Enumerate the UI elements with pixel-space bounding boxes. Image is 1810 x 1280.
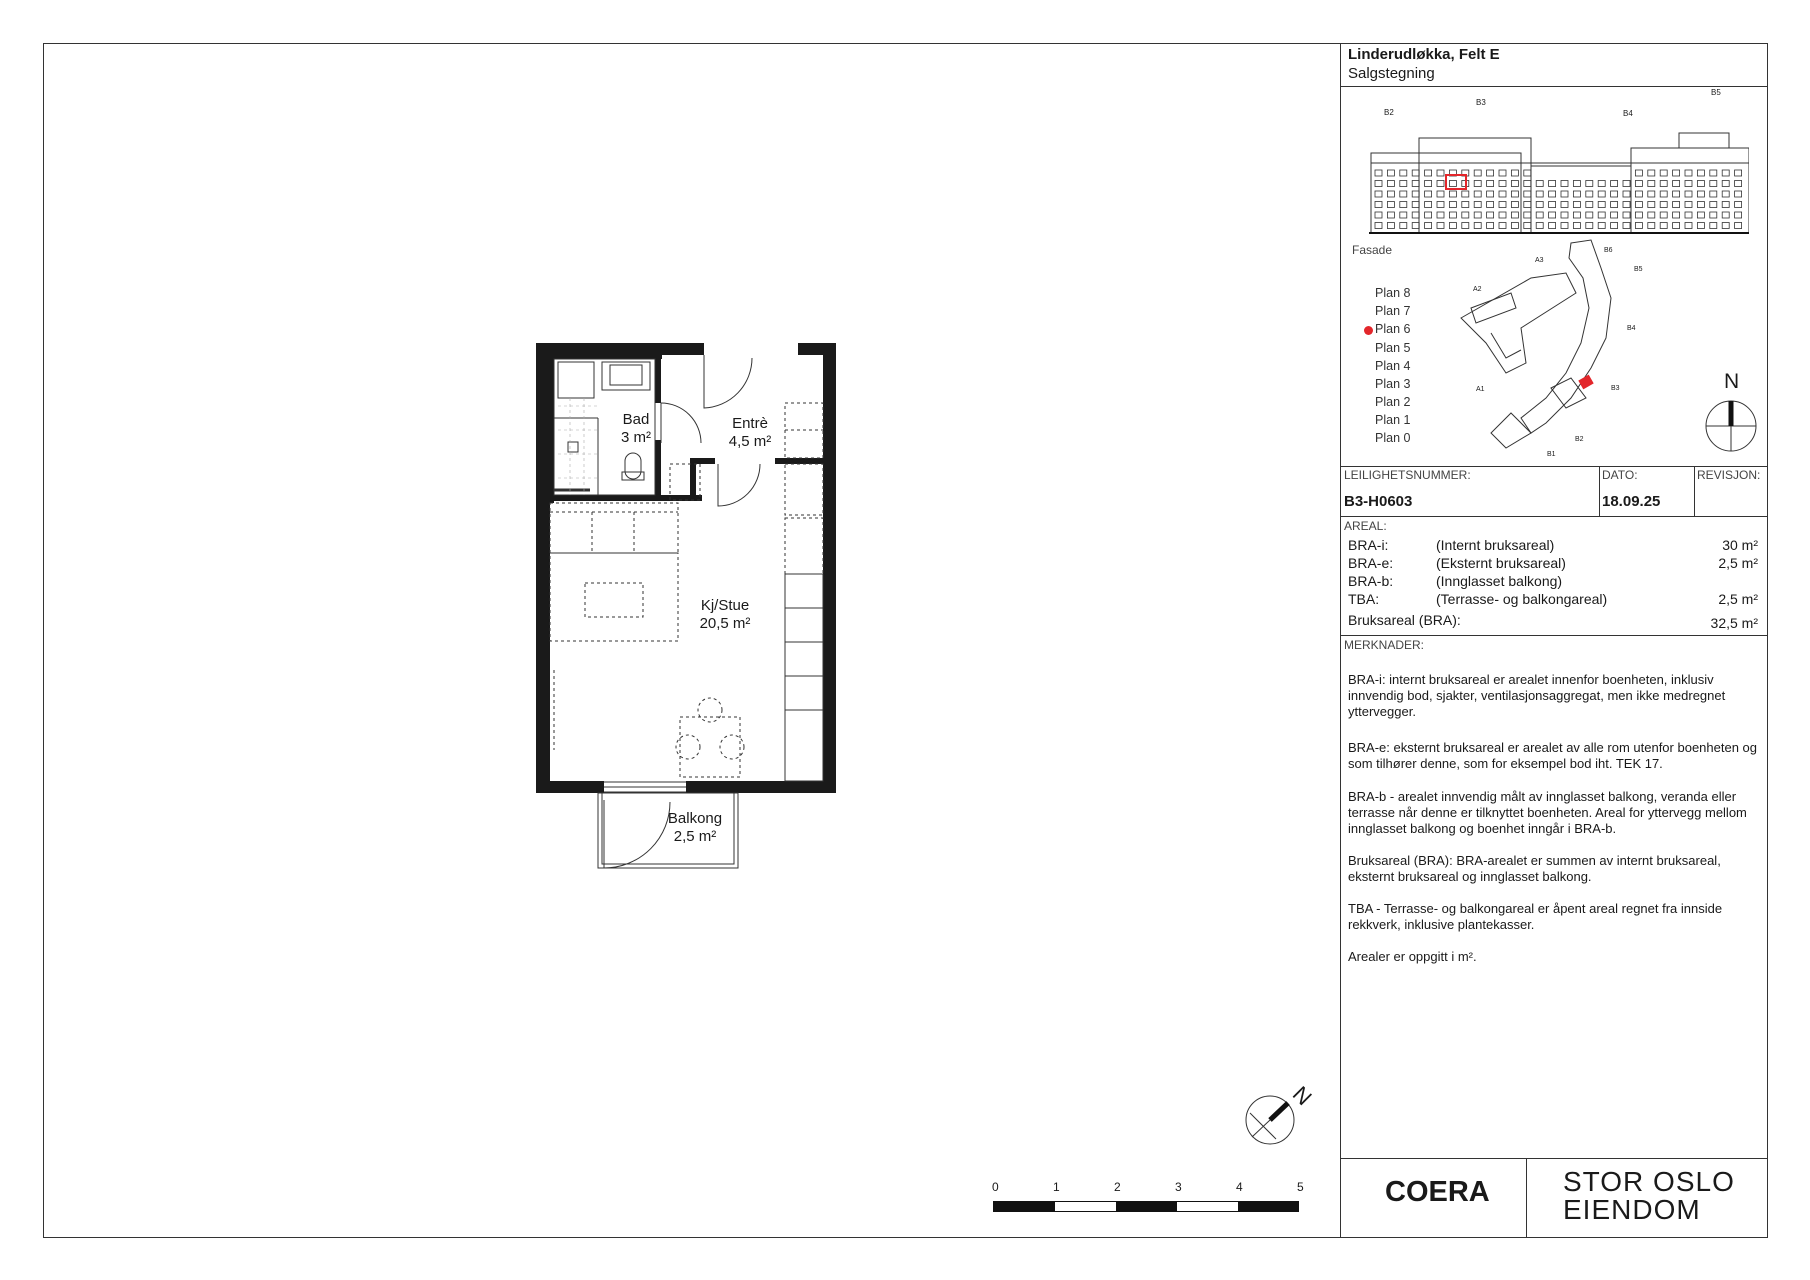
area-row-tba [1348,591,1758,609]
facade-window [1685,202,1692,208]
facade-window [1536,212,1543,218]
facade-tag-b2: B2 [1384,108,1394,117]
facade-window [1735,212,1742,218]
scale-tick-3: 3 [1175,1180,1182,1194]
facade-window [1697,202,1704,208]
facade-window [1425,223,1432,229]
facade-window [1735,170,1742,176]
facade-window [1573,223,1580,229]
facade-window [1437,202,1444,208]
facade-window [1524,170,1531,176]
area-row-total [1348,612,1758,630]
area-key: BRA-b: [1348,573,1394,589]
site-tag-b6: B6 [1604,247,1613,254]
facade-window [1660,202,1667,208]
facade-window [1586,202,1593,208]
facade-window [1685,170,1692,176]
facade-window [1499,212,1506,218]
facade-window [1673,212,1680,218]
area-row-bra-i [1348,537,1758,555]
facade-window [1474,191,1481,197]
facade-window [1387,170,1394,176]
facade-window [1635,212,1642,218]
facade-window [1487,202,1494,208]
facade-window [1722,223,1729,229]
facade-window [1511,170,1518,176]
facade-window [1462,212,1469,218]
facade-window [1710,181,1717,187]
facade-window [1598,223,1605,229]
area-row-bra-b [1348,573,1758,591]
facade-window [1623,212,1630,218]
facade-window [1462,202,1469,208]
site-tag-a2: A2 [1473,286,1482,293]
facade-window [1710,223,1717,229]
facade-window [1611,181,1618,187]
facade-window [1524,223,1531,229]
floor-item-plan-6-label: Plan 6 [1375,322,1411,336]
facade-window [1697,212,1704,218]
room-entre-label [710,415,790,451]
facade-window [1561,191,1568,197]
facade-window [1499,181,1506,187]
site-north-arrow-icon [1703,398,1759,454]
facade-window [1573,202,1580,208]
site-tag-b4: B4 [1627,325,1636,332]
facade-window [1425,212,1432,218]
facade-window [1549,191,1556,197]
facade-window [1573,181,1580,187]
facade-window [1623,191,1630,197]
facade-window [1623,223,1630,229]
facade-window [1611,202,1618,208]
facade-window [1487,170,1494,176]
floor-item-plan-4[interactable]: Plan 4 [1375,359,1411,373]
facade-window [1685,191,1692,197]
facade-window [1549,212,1556,218]
facade-window [1648,191,1655,197]
facade-window [1673,223,1680,229]
facade-window [1425,170,1432,176]
facade-window [1499,191,1506,197]
facade-window [1511,223,1518,229]
area-key: BRA-e: [1348,555,1394,571]
selected-floor-dot-icon [1364,326,1373,335]
site-tag-b1: B1 [1547,451,1556,458]
facade-window [1722,202,1729,208]
notes-header: MERKNADER: [1344,638,1425,652]
facade-window [1586,181,1593,187]
note-bra-total: Bruksareal (BRA): BRA-arealet er summen av internt bruksareal, eksternt bruksareal og innglasset balkong. [1348,853,1721,884]
facade-window [1449,202,1456,208]
facade-window [1722,191,1729,197]
facade-window [1499,202,1506,208]
floor-item-plan-5[interactable]: Plan 5 [1375,341,1411,355]
facade-window [1400,212,1407,218]
drawing-subtitle: Salgstegning [1348,65,1435,82]
facade-window [1573,191,1580,197]
facade-window [1735,191,1742,197]
facade-window [1710,170,1717,176]
floor-list [1341,286,1501,446]
wall-east [823,343,836,793]
facade-window [1697,191,1704,197]
area-desc: (Terrasse- og balkongareal) [1436,591,1608,607]
facade-window [1511,202,1518,208]
facade-window [1635,202,1642,208]
facade-window [1387,181,1394,187]
facade-window [1623,202,1630,208]
facade-window [1735,223,1742,229]
facade-window [1660,212,1667,218]
facade-window [1412,202,1419,208]
facade-window [1685,223,1692,229]
room-bad-label [606,411,666,447]
coera-logo: COERA [1385,1176,1490,1208]
facade-window [1412,170,1419,176]
scale-tick-5: 5 [1297,1180,1304,1194]
facade-window [1735,181,1742,187]
facade-window [1635,223,1642,229]
floor-item-plan-6-selected[interactable] [1375,322,1410,336]
facade-window [1437,212,1444,218]
facade-window [1511,191,1518,197]
facade-window [1635,170,1642,176]
facade-window [1375,170,1382,176]
facade-window [1400,223,1407,229]
facade-window [1524,212,1531,218]
site-tag-a1: A1 [1476,386,1485,393]
area-desc: (Innglasset balkong) [1436,573,1563,589]
facade-window [1412,223,1419,229]
site-tag-a3: A3 [1535,257,1544,264]
note-units: Arealer er oppgitt i m². [1348,949,1477,964]
facade-window [1536,181,1543,187]
logo-line-2: EIENDOM [1563,1194,1701,1225]
facade-window [1710,212,1717,218]
facade-window [1685,181,1692,187]
site-north-label: N [1724,370,1740,393]
facade-drawing [1369,88,1749,238]
room-balkong-label [650,810,740,846]
facade-window [1735,202,1742,208]
note-bra-b: BRA-b - arealet innvendig målt av innglasset balkong, veranda eller terrasse når denne er tilknyttet boenheten. Areal for yttervegg mellom innglasset balkong og boenhet inngår i BRA-b. [1348,789,1747,836]
room-bad-area: 3 m² [621,429,651,446]
facade-window [1437,191,1444,197]
facade-window [1561,202,1568,208]
facade-window [1673,202,1680,208]
facade-window [1474,181,1481,187]
site-tag-b5: B5 [1634,266,1643,273]
floor-item-plan-8[interactable]: Plan 8 [1375,286,1411,300]
facade-window [1462,223,1469,229]
facade-window [1598,191,1605,197]
facade-window [1561,223,1568,229]
scale-tick-0: 0 [992,1180,999,1194]
facade-window [1573,212,1580,218]
facade-window [1400,170,1407,176]
room-bad-name: Bad [622,411,650,428]
apartment-number-value: B3-H0603 [1344,493,1413,510]
date-label: DATO: [1602,468,1638,482]
facade-window [1524,191,1531,197]
facade-window [1635,191,1642,197]
facade-window [1722,170,1729,176]
facade-window [1487,223,1494,229]
facade-window [1598,212,1605,218]
facade-window [1425,202,1432,208]
facade-window [1487,191,1494,197]
facade-window [1673,181,1680,187]
facade-window [1673,170,1680,176]
facade-window [1400,191,1407,197]
area-value: 2,5 m² [1718,591,1758,607]
area-value: 30 m² [1722,537,1758,553]
facade-window [1549,181,1556,187]
facade-tag-b4: B4 [1623,109,1633,118]
facade-window [1449,223,1456,229]
title-block-panel [1341,43,1768,1238]
facade-window [1462,191,1469,197]
facade-window [1697,223,1704,229]
wall-west [536,343,550,793]
area-value: 2,5 m² [1718,555,1758,571]
facade-window [1375,191,1382,197]
room-balkong-name: Balkong [667,810,723,827]
facade-window [1586,223,1593,229]
facade-window [1660,181,1667,187]
floor-item-plan-7[interactable]: Plan 7 [1375,304,1411,318]
area-desc: (Eksternt bruksareal) [1436,555,1566,571]
facade-window [1697,181,1704,187]
revision-label: REVISJON: [1697,468,1761,482]
facade-window [1412,212,1419,218]
facade-window [1524,202,1531,208]
facade-window [1387,191,1394,197]
facade-window [1598,181,1605,187]
facade-window [1437,181,1444,187]
scale-tick-4: 4 [1236,1180,1243,1194]
facade-window [1425,191,1432,197]
facade-window [1710,202,1717,208]
facade-window [1710,191,1717,197]
facade-window [1549,202,1556,208]
note-tba: TBA - Terrasse- og balkongareal er åpent areal regnet fra innside rekkverk, inklusive plantekasser. [1348,901,1723,932]
facade-window [1673,191,1680,197]
facade-window [1437,170,1444,176]
floor-item-plan-2[interactable]: Plan 2 [1375,395,1411,409]
north-label-plan: N [1287,1081,1317,1111]
facade-window [1499,223,1506,229]
facade-tag-b5: B5 [1711,88,1721,97]
area-desc: (Internt bruksareal) [1436,537,1555,553]
facade-tag-b3: B3 [1476,98,1486,107]
facade-window [1487,212,1494,218]
scale-tick-1: 1 [1053,1180,1060,1194]
facade-window [1635,181,1642,187]
floor-item-plan-1[interactable]: Plan 1 [1375,413,1411,427]
facade-window [1412,181,1419,187]
facade-window [1412,191,1419,197]
facade-window [1598,202,1605,208]
area-key: TBA: [1348,591,1380,607]
facade-window [1697,170,1704,176]
facade-window [1561,212,1568,218]
facade-window [1536,191,1543,197]
room-kjokken-stue-label [680,597,770,633]
facade-window [1499,170,1506,176]
floor-item-plan-3[interactable]: Plan 3 [1375,377,1411,391]
facade-window [1474,212,1481,218]
facade-window [1474,202,1481,208]
facade-window [1611,191,1618,197]
facade-window [1685,212,1692,218]
facade-window [1474,170,1481,176]
facade-window [1549,223,1556,229]
project-title: Linderudløkka, Felt E [1348,46,1500,63]
area-total-value: 32,5 m² [1710,615,1758,631]
room-balkong-area: 2,5 m² [673,828,717,845]
scale-tick-2: 2 [1114,1180,1121,1194]
facade-window [1387,212,1394,218]
facade-window [1511,212,1518,218]
logo-line-1: STOR OSLO [1563,1166,1735,1197]
facade-window [1611,223,1618,229]
facade-window [1387,202,1394,208]
area-key: BRA-i: [1348,537,1389,553]
facade-window [1722,212,1729,218]
facade-window [1623,181,1630,187]
facade-window [1375,202,1382,208]
facade-window [1648,202,1655,208]
facade-window [1648,181,1655,187]
note-bra-e: BRA-e: eksternt bruksareal er arealet av alle rom utenfor boenheten og som tilhører denne, som for eksempel bod iht. TEK 17. [1348,740,1758,771]
facade-window [1425,181,1432,187]
facade-window [1722,181,1729,187]
area-header: AREAL: [1344,519,1387,533]
room-entre-name: Entrè [732,415,768,432]
site-tag-b2: B2 [1575,436,1584,443]
facade-window [1449,181,1456,187]
note-bra-i: BRA-i: internt bruksareal er arealet innenfor boenheten, inklusiv innvendig bod, sjakter, ventilasjonsaggregat, men ikke medregnet yttervegger. [1348,672,1726,719]
facade-window [1561,181,1568,187]
facade-window [1586,212,1593,218]
facade-window [1611,212,1618,218]
facade-window [1586,191,1593,197]
facade-window [1660,223,1667,229]
area-row-bra-e [1348,555,1758,573]
facade-window [1400,181,1407,187]
site-tag-b3: B3 [1611,385,1620,392]
facade-window [1511,181,1518,187]
facade-window [1375,212,1382,218]
apartment-number-label: LEILIGHETSNUMMER: [1344,468,1471,482]
facade-window [1375,223,1382,229]
facade-window [1449,212,1456,218]
room-entre-area: 4,5 m² [728,433,772,450]
room-kjokken-stue-area: 20,5 m² [699,615,751,632]
facade-window [1660,170,1667,176]
facade-window [1660,191,1667,197]
facade-window [1536,202,1543,208]
facade-window [1648,170,1655,176]
room-kjokken-stue-name: Kj/Stue [700,597,750,614]
area-total-label: Bruksareal (BRA): [1348,612,1461,628]
facade-window [1487,181,1494,187]
facade-window [1437,223,1444,229]
stor-oslo-eiendom-logo [1563,1168,1735,1224]
facade-window [1474,223,1481,229]
scale-bar [993,1201,1299,1212]
facade-window [1400,202,1407,208]
facade-label: Fasade [1352,243,1393,257]
wall-north-left [536,343,704,355]
facade-window [1648,223,1655,229]
facade-window [1387,223,1394,229]
facade-window [1375,181,1382,187]
facade-window [1648,212,1655,218]
date-value: 18.09.25 [1602,493,1661,510]
floor-item-plan-0[interactable]: Plan 0 [1375,431,1411,445]
facade-window [1524,181,1531,187]
facade-window [1536,223,1543,229]
facade-window [1449,191,1456,197]
